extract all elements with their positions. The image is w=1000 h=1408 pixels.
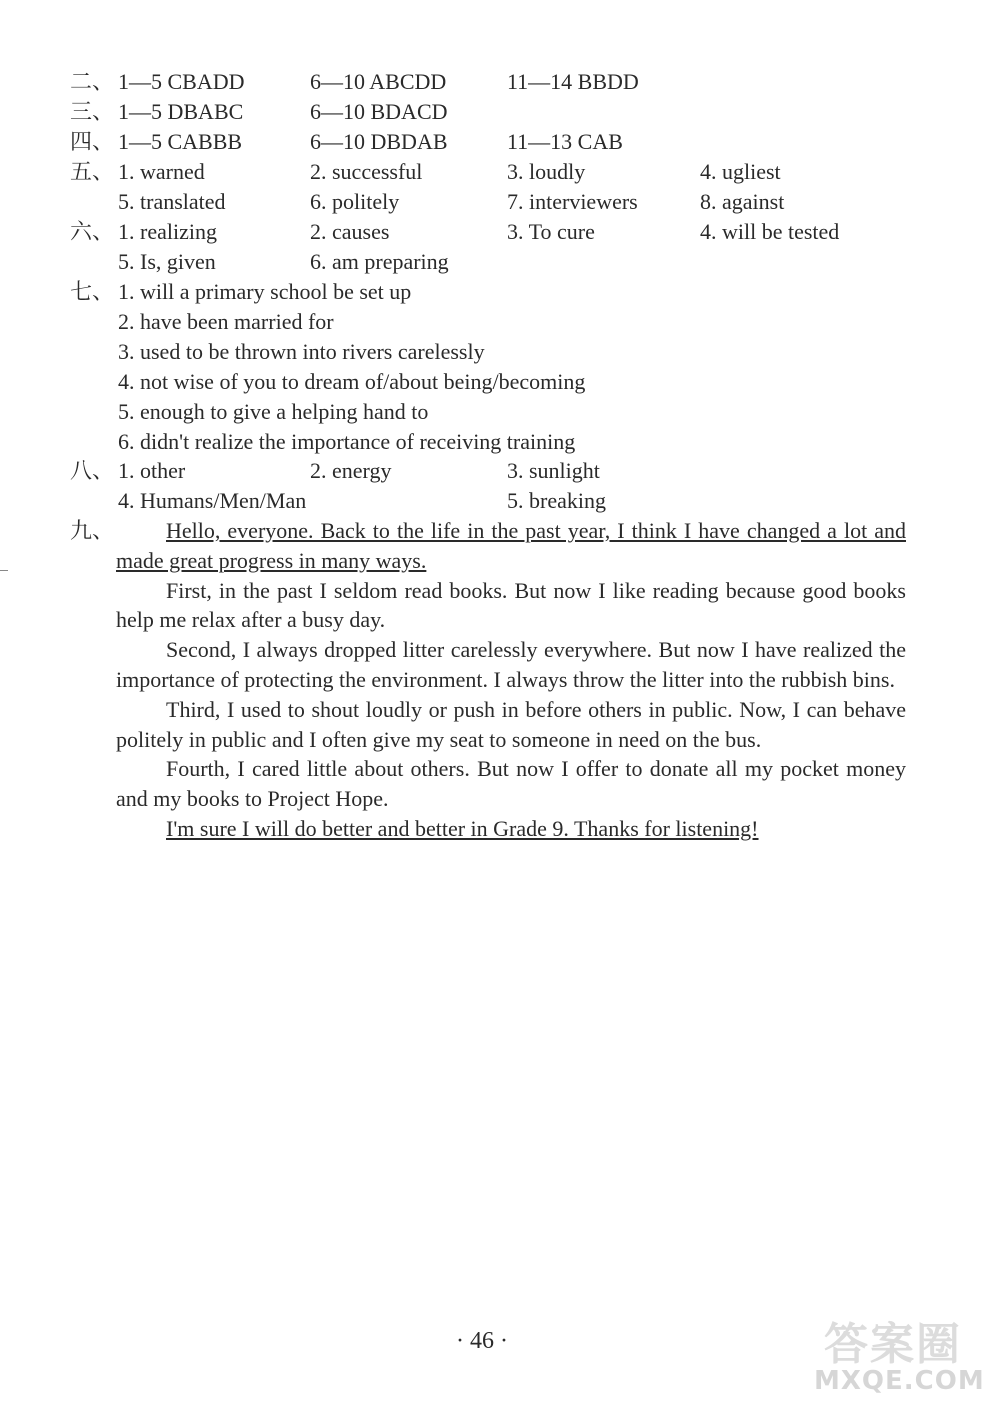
- watermark-text: 答案圈: [824, 1319, 962, 1370]
- answer-item: 2. causes: [310, 219, 390, 244]
- answer-line: 3. used to be thrown into rivers carelessly: [118, 339, 485, 364]
- section-label: 五、: [70, 159, 115, 184]
- answer-group: 6—10 ABCDD: [310, 69, 447, 94]
- section-label: 三、: [70, 99, 115, 124]
- answer-item: 3. To cure: [507, 219, 595, 244]
- answer-group: 11—14 BBDD: [507, 69, 639, 94]
- essay: [116, 516, 906, 844]
- answer-item: 8. against: [700, 189, 785, 214]
- watermark-logo: [814, 1308, 994, 1400]
- essay-paragraph: Third, I used to shout loudly or push in before others in public. Now, I can behave politely in public and I often give my seat to someone in need on the bus.: [116, 696, 906, 752]
- section-label: 九、: [70, 518, 115, 543]
- answer-item: 5. Is, given: [118, 249, 216, 274]
- answer-item: 1. realizing: [118, 219, 217, 244]
- answer-group: 1—5 CABBB: [118, 129, 243, 154]
- answer-item: 2. energy: [310, 458, 392, 483]
- section-label: 六、: [70, 219, 115, 244]
- answer-item: 5. breaking: [507, 488, 606, 513]
- section-label: 八、: [70, 458, 115, 483]
- answer-item: 6. am preparing: [310, 249, 449, 274]
- section-label: 二、: [70, 69, 115, 94]
- answer-item: 1. warned: [118, 159, 205, 184]
- essay-paragraph-closing: [116, 814, 906, 844]
- essay-paragraph: Fourth, I cared little about others. But now I offer to donate all my pocket money and my books to Project Hope.: [116, 756, 906, 812]
- answer-item: 1. other: [118, 458, 186, 483]
- essay-closing-text: I'm sure I will do better and better in Grade 9. Thanks for listening!: [166, 815, 759, 841]
- answer-line: 5. enough to give a helping hand to: [118, 399, 429, 424]
- essay-paragraph-opening: [116, 516, 906, 576]
- answer-item: 3. sunlight: [507, 458, 600, 483]
- section-label: 四、: [70, 129, 115, 154]
- section-label: 七、: [70, 279, 115, 304]
- answer-item: 5. translated: [118, 189, 226, 214]
- page-number: · 46 ·: [456, 1328, 508, 1354]
- answer-item: 7. interviewers: [507, 189, 638, 214]
- answer-item: 2. successful: [310, 159, 423, 184]
- essay-paragraph: First, in the past I seldom read books. But now I like reading because good books help me relax after a busy day.: [116, 577, 906, 633]
- answer-item: 3. loudly: [507, 159, 586, 184]
- answer-item: 4. Humans/Men/Man: [118, 488, 307, 513]
- essay-paragraph: Second, I always dropped litter carelessly everywhere. But now I have realized the importance of protecting the environment. I always throw the litter into the rubbish bins.: [116, 637, 906, 692]
- answer-line: 2. have been married for: [118, 309, 334, 334]
- answer-group: 1—5 CBADD: [118, 69, 245, 94]
- answer-group: 11—13 CAB: [507, 129, 623, 154]
- answer-line: 1. will a primary school be set up: [118, 279, 412, 304]
- watermark-url: MXQE.COM: [814, 1366, 985, 1396]
- essay-opening-text: Hello, everyone. Back to the life in the past year, I think I have changed a lot and made great progress in many ways.: [116, 518, 906, 573]
- answer-group: 1—5 DBABC: [118, 99, 244, 124]
- answer-line: 4. not wise of you to dream of/about being/becoming: [118, 369, 586, 394]
- answer-line: 6. didn't realize the importance of receiving training: [118, 429, 576, 454]
- answer-group: 6—10 DBDAB: [310, 129, 448, 154]
- margin-mark: [0, 570, 8, 571]
- answer-group: 6—10 BDACD: [310, 99, 448, 124]
- answer-item: 4. will be tested: [700, 219, 840, 244]
- answer-item: 6. politely: [310, 189, 400, 214]
- answer-item: 4. ugliest: [700, 159, 781, 184]
